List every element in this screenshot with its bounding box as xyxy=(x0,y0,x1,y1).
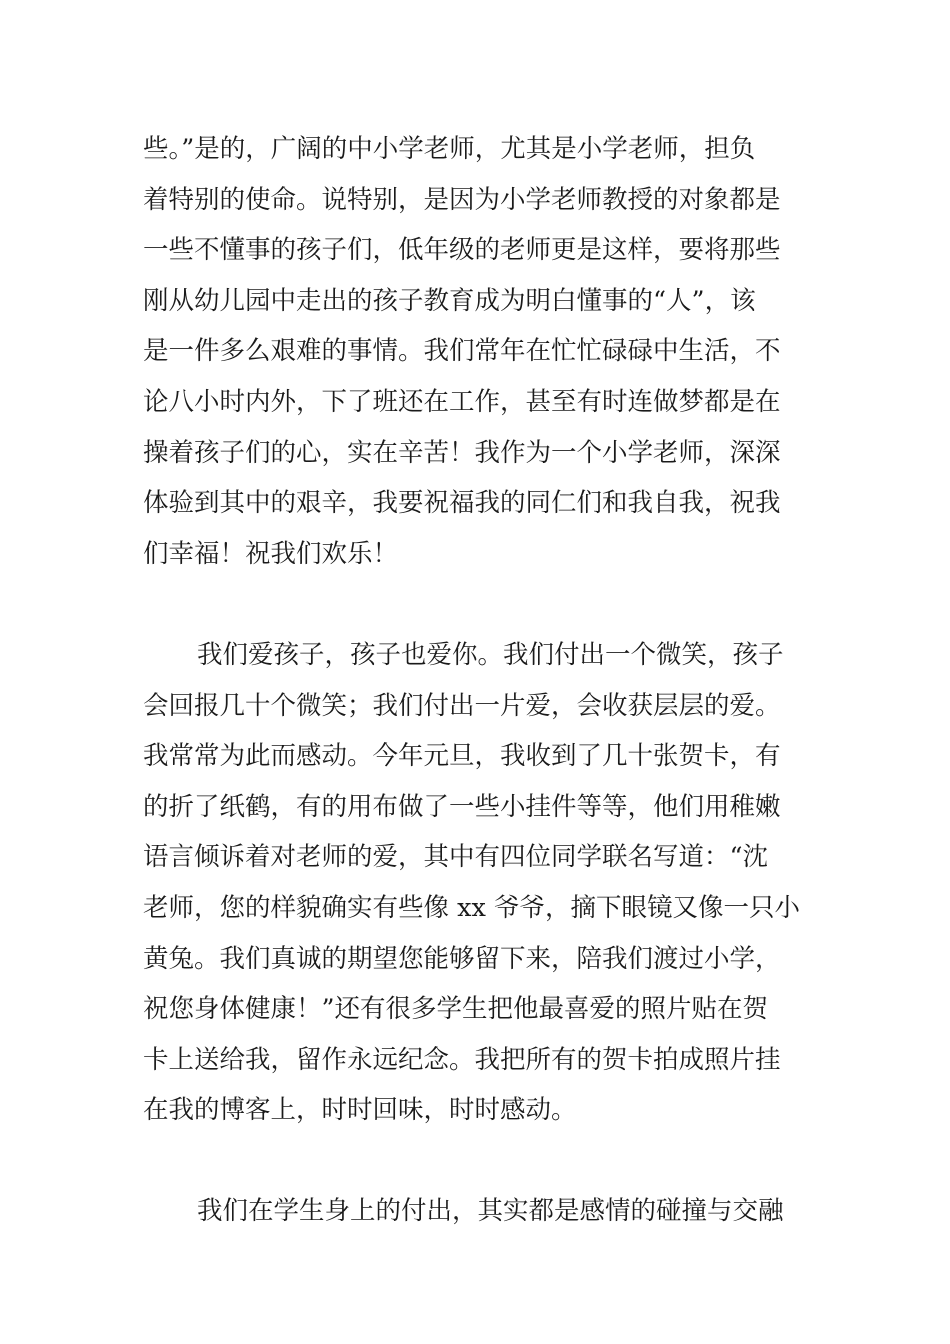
text-line: 体验到其中的艰辛，我要祝福我的同仁们和我自我，祝我 xyxy=(143,488,781,519)
text-line: 语言倾诉着对老师的爱，其中有四位同学联名写道：“沈 xyxy=(143,842,769,873)
text-line: 刚从幼儿园中走出的孩子教育成为明白懂事的“人”，该 xyxy=(143,285,756,316)
text-line: 是一件多么艰难的事情。我们常年在忙忙碌碌中生活，不 xyxy=(143,336,781,367)
text-line: 的折了纸鹤，有的用布做了一些小挂件等等，他们用稚嫩 xyxy=(143,791,781,822)
paragraph-spacer xyxy=(143,1136,808,1187)
document-body xyxy=(143,124,808,1237)
text-line: 操着孩子们的心，实在辛苦！我作为一个小学老师，深深 xyxy=(143,437,781,468)
text-line: 论八小时内外，下了班还在工作，甚至有时连做梦都是在 xyxy=(143,386,781,417)
text-line: 些。”是的，广阔的中小学老师，尤其是小学老师，担负 xyxy=(143,134,756,164)
text-line: 我常常为此而感动。今年元旦，我收到了几十张贺卡，有 xyxy=(143,741,781,772)
paragraph xyxy=(143,124,808,579)
text-line: 一些不懂事的孩子们，低年级的老师更是这样，要将那些 xyxy=(143,235,781,266)
text-line: 我们爱孩子，孩子也爱你。我们付出一个微笑，孩子 xyxy=(197,639,784,670)
text-line: 卡上送给我，留作永远纪念。我把所有的贺卡拍成照片挂 xyxy=(143,1044,781,1075)
text-line: 黄兔。我们真诚的期望您能够留下来，陪我们渡过小学， xyxy=(143,943,781,974)
text-line: 祝您身体健康！”还有很多学生把他最喜爱的照片贴在贺 xyxy=(143,994,769,1025)
text-line: 老师，您的样貌确实有些像 xx 爷爷，摘下眼镜又像一只小 xyxy=(143,892,800,923)
text-line: 们幸福！祝我们欢乐！ xyxy=(143,538,399,569)
text-line: 我们在学生身上的付出，其实都是感情的碰撞与交融 xyxy=(197,1196,784,1227)
paragraph-spacer xyxy=(143,579,808,630)
text-line: 在我的博客上，时时回味，时时感动。 xyxy=(143,1095,577,1126)
text-line: 着特别的使命。说特别，是因为小学老师教授的对象都是 xyxy=(143,184,781,215)
paragraph xyxy=(143,630,808,1136)
text-line: 会回报几十个微笑；我们付出一片爱，会收获层层的爱。 xyxy=(143,690,781,721)
paragraph xyxy=(143,1186,808,1237)
